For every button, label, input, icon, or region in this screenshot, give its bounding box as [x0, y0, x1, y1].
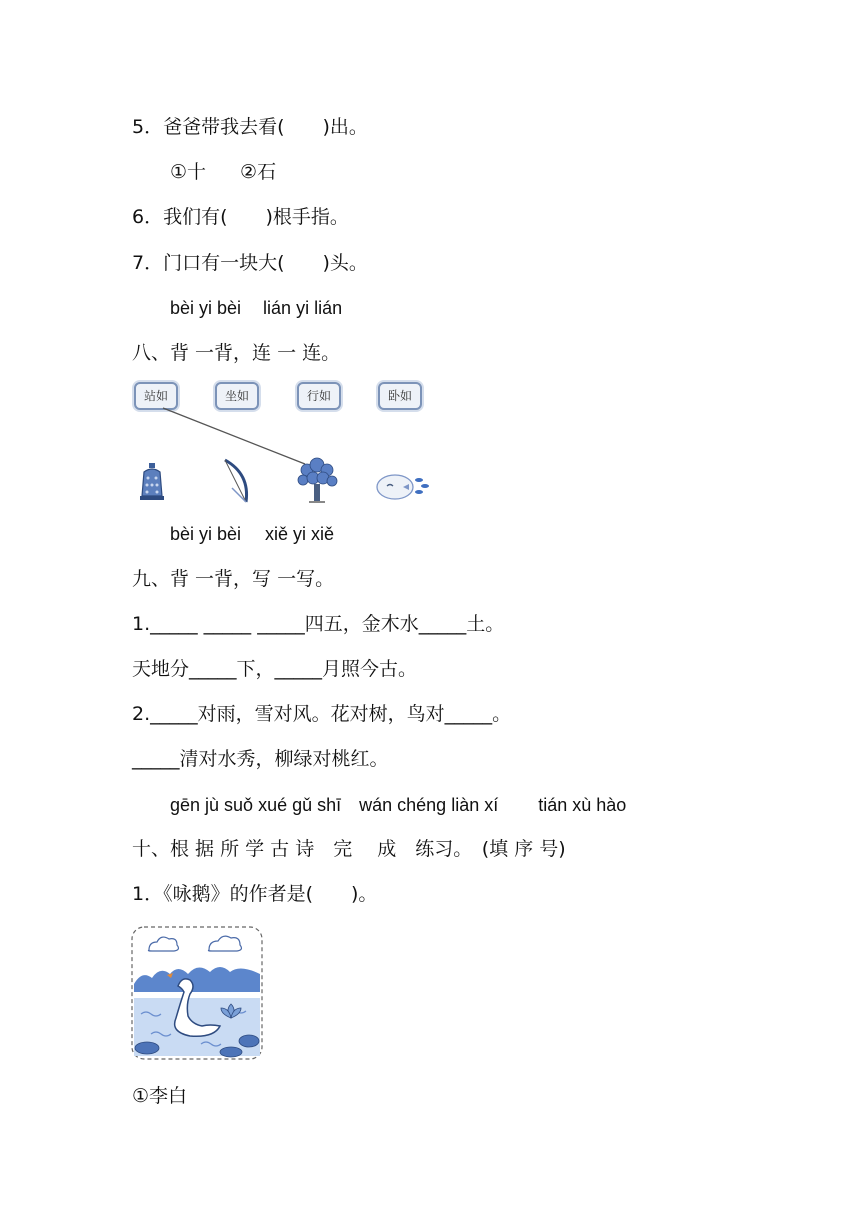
pinyin-bei: bèi yi bèi: [170, 298, 242, 318]
option-2: ②石: [240, 161, 277, 183]
pinyin-tian-xu: tián xù hào: [538, 795, 627, 815]
tag-xingru[interactable]: 行如: [297, 382, 341, 410]
fill-line-2: 天地分_____下，_____月照今古。: [132, 658, 418, 680]
section-10-question-1: 1．《咏鹅》的作者是( )。: [132, 883, 378, 905]
section-9-pinyin: [170, 522, 334, 546]
question-5: 5．爸爸带我去看( )出。: [132, 116, 368, 138]
fill-line-1: 1._____ _____ _____四五，金木水_____土。: [132, 613, 505, 635]
tag-zuoru[interactable]: 坐如: [215, 382, 259, 410]
answer-option-1: ①李白: [132, 1085, 188, 1107]
pinyin-gen-ju: gēn jù suǒ xué gǔ shī: [170, 795, 342, 815]
section-8-title: 八、背 一背，连 一 连。: [132, 342, 341, 364]
section-10-title: 十、根 据 所 学 古 诗 完 成 练习。 (填 序 号): [132, 838, 566, 860]
section-10-pinyin: [170, 793, 626, 817]
tag-zhanru[interactable]: 站如: [134, 382, 178, 410]
fill-line-3: 2._____对雨，雪对风。花对树，鸟对_____。: [132, 703, 512, 725]
question-7: 7．门口有一块大( )头。: [132, 252, 368, 274]
match-line: [0, 0, 860, 520]
bell-icon: [136, 462, 168, 502]
bow-icon: [220, 458, 254, 506]
pinyin-xie: xiě yi xiě: [265, 524, 335, 544]
fill-line-4: _____清对水秀，柳绿对桃红。: [132, 748, 389, 770]
pinyin-bei: bèi yi bèi: [170, 524, 242, 544]
question-6: 6．我们有( )根手指。: [132, 206, 349, 228]
section-9-title: 九、背 一背，写 一写。: [132, 568, 335, 590]
option-1: ①十: [170, 161, 207, 183]
pinyin-wan-cheng: wán chéng liàn xí: [359, 795, 499, 815]
pine-tree-icon: [293, 456, 341, 504]
goose-picture: [131, 926, 263, 1060]
tag-woru[interactable]: 卧如: [378, 382, 422, 410]
pinyin-lian: lián yi lián: [263, 298, 343, 318]
sleeping-creature-icon: [373, 470, 435, 504]
